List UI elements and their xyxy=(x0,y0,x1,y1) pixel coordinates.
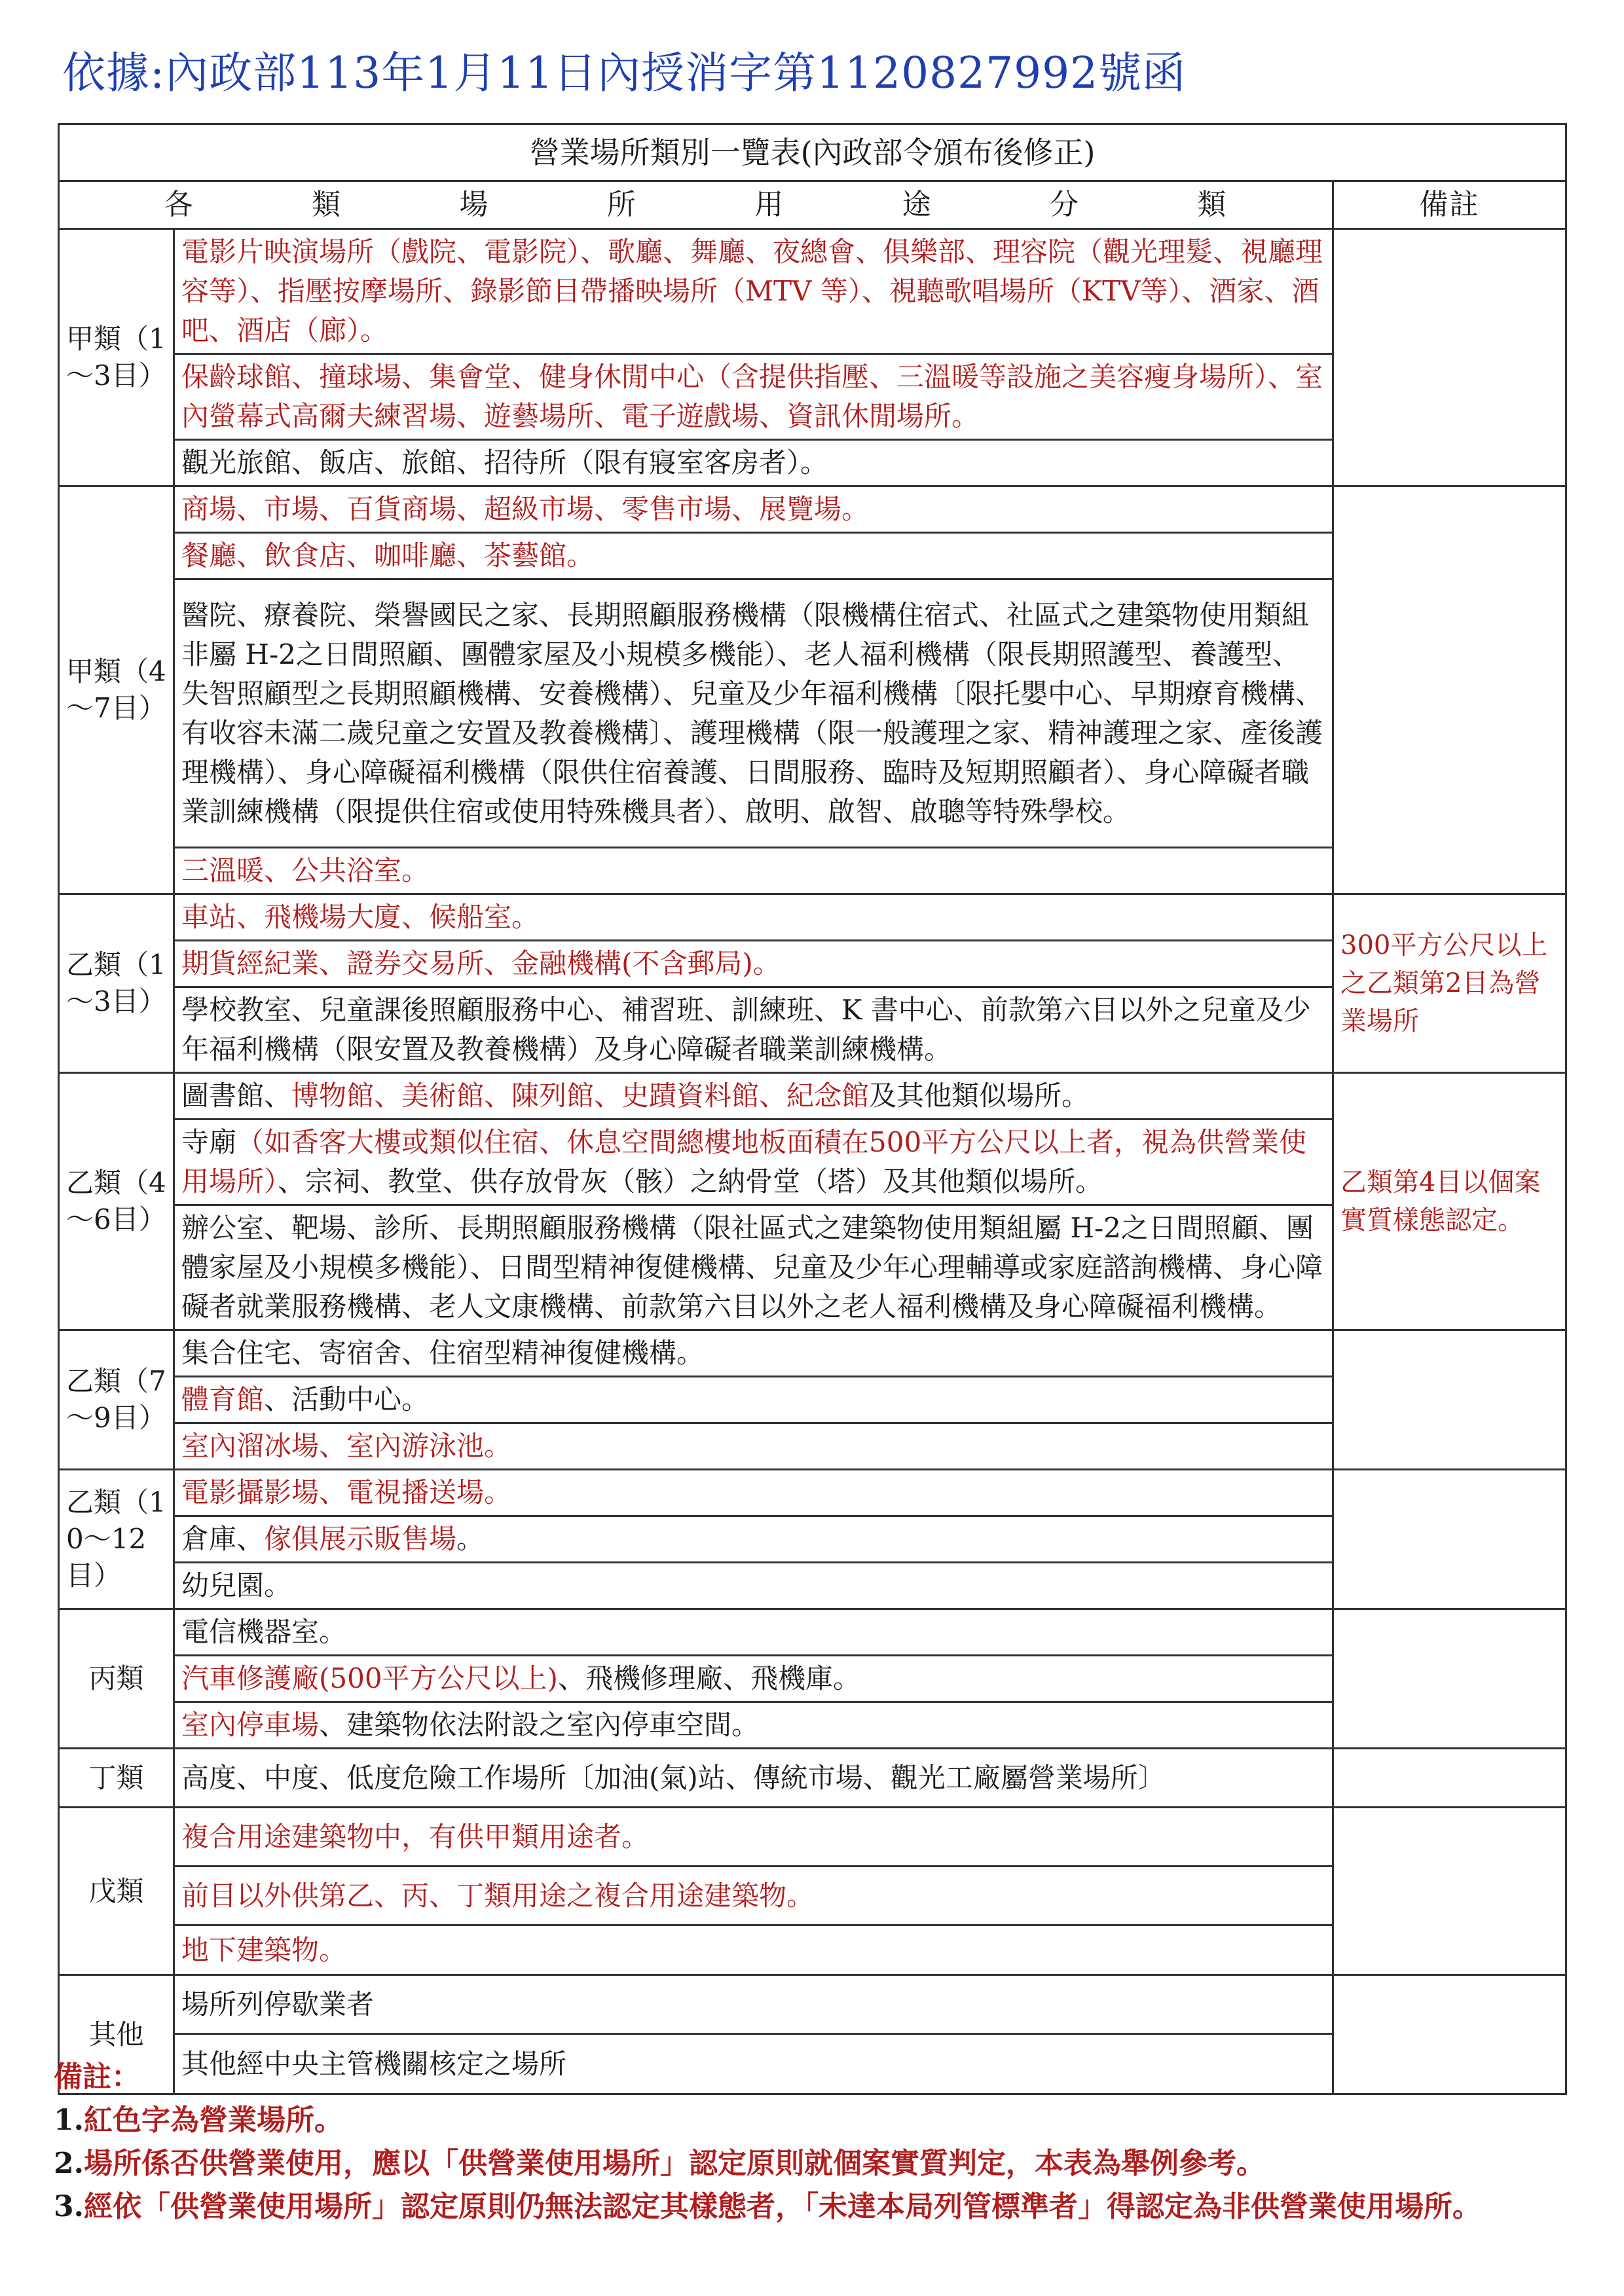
venue-item-part: 。 xyxy=(456,1523,485,1555)
venue-item: 複合用途建築物中，有供甲類用途者。 xyxy=(174,1808,1333,1867)
venue-item: 學校教室、兒童課後照顧服務中心、補習班、訓練班、K 書中心、前款第六目以外之兒童及少年福利機構（限安置及教養機構）及身心障礙者職業訓練機構。 xyxy=(174,987,1333,1073)
table-row xyxy=(59,1470,1566,1516)
venue-item: 保齡球館、撞球場、集會堂、健身休閒中心（含提供指壓、三溫暖等設施之美容瘦身場所）、室內螢幕式高爾夫練習場、遊藝場所、電子遊戲場、資訊休閒場所。 xyxy=(174,354,1333,440)
category-label: 乙類（4～6目） xyxy=(59,1073,174,1330)
footer-note-number: 1. xyxy=(54,2104,84,2137)
note-text: 300平方公尺以上之乙類第2目為營業場所 xyxy=(1340,930,1548,1036)
venue-item-business-part: 博物館、美術館、陳列館、史蹟資料館、紀念館 xyxy=(291,1080,870,1112)
category-label: 甲類（4～7目） xyxy=(59,486,174,894)
footer-note-text: 經依「供營業使用場所」認定原則仍無法認定其樣態者，「未達本局列管標準者」得認定為非供營業使用場所。 xyxy=(84,2190,1481,2223)
venue-item-part: 寺廟 xyxy=(181,1126,237,1158)
table-row xyxy=(59,1975,1566,2034)
venue-item: 三溫暖、公共浴室。 xyxy=(174,848,1333,894)
venue-item: 場所列停歇業者 xyxy=(174,1975,1333,2034)
category-note xyxy=(1333,486,1566,894)
category-note xyxy=(1333,229,1566,486)
footer-note-number: 2. xyxy=(54,2147,84,2180)
usage-header-char: 各 xyxy=(164,188,194,221)
table-row xyxy=(59,229,1566,354)
footer-note xyxy=(54,2185,1586,2229)
category-label: 甲類（1～3目） xyxy=(59,229,174,486)
usage-column-header xyxy=(59,181,1333,229)
footer-note-text: 場所係否供營業使用，應以「供營業使用場所」認定原則就個案實質判定，本表為舉例參考。 xyxy=(84,2147,1265,2180)
table-row xyxy=(59,1808,1566,1867)
footer-note xyxy=(54,2099,1586,2142)
usage-header-char: 場 xyxy=(459,188,490,221)
table-row xyxy=(59,894,1566,941)
legal-basis-header: 依據:內政部113年1月11日內授消字第1120827992號函 xyxy=(62,48,1187,98)
venue-item: 地下建築物。 xyxy=(174,1925,1333,1975)
venue-item: 前目以外供第乙、丙、丁類用途之複合用途建築物。 xyxy=(174,1867,1333,1925)
venue-item xyxy=(174,1073,1333,1120)
footer-note-number: 3. xyxy=(54,2190,84,2223)
table-row xyxy=(59,486,1566,533)
category-note xyxy=(1333,1470,1566,1609)
venue-item: 辦公室、靶場、診所、長期照顧服務機構（限社區式之建築物使用類組屬 H-2之日間照顧、團體家屋及小規模多機能）、日間型精神復健機構、兒童及少年心理輔導或家庭諮詢機構、身心障礙者就業服務機構、老人文康機構、前款第六目以外之老人福利機構及身心障礙福利機構。 xyxy=(174,1205,1333,1330)
footer-heading: 備註： xyxy=(54,2060,140,2094)
venue-item xyxy=(174,1656,1333,1702)
category-label: 乙類（1～3目） xyxy=(59,894,174,1073)
venue-item xyxy=(174,1516,1333,1563)
category-note xyxy=(1333,1749,1566,1808)
venue-item: 電影攝影場、電視播送場。 xyxy=(174,1470,1333,1516)
venue-item xyxy=(174,1120,1333,1205)
venue-item-part: 、活動中心。 xyxy=(264,1383,430,1415)
category-note: 乙類第4目以個案實質樣態認定。 xyxy=(1333,1073,1566,1330)
category-label: 丁類 xyxy=(59,1749,174,1808)
venue-item: 電影片映演場所（戲院、電影院）、歌廳、舞廳、夜總會、俱樂部、理容院（觀光理髮、視廳理容等）、指壓按摩場所、錄影節目帶播映場所（MTV 等）、視聽歌唱場所（KTV等）、酒家、酒吧、酒店（廊）。 xyxy=(174,229,1333,354)
table-row xyxy=(59,1073,1566,1120)
category-label: 戊類 xyxy=(59,1808,174,1975)
venue-item-part: 、宗祠、教堂、供存放骨灰（骸）之納骨堂（塔）及其他類似場所。 xyxy=(278,1165,1103,1197)
venue-item-business-part: 傢俱展示販售場 xyxy=(264,1523,457,1555)
category-label: 其他 xyxy=(59,1975,174,2094)
usage-header-char: 用 xyxy=(754,188,785,221)
category-note xyxy=(1333,1330,1566,1470)
venue-item-business-part: 室內停車場 xyxy=(181,1709,320,1741)
venue-item-part: 及其他類似場所。 xyxy=(869,1080,1090,1112)
venue-item-part: 、建築物依法附設之室內停車空間。 xyxy=(319,1709,760,1741)
category-label: 丙類 xyxy=(59,1609,174,1749)
note-column-header: 備註 xyxy=(1333,181,1566,229)
venue-item: 車站、飛機場大廈、候船室。 xyxy=(174,894,1333,941)
category-note xyxy=(1333,1808,1566,1975)
category-note xyxy=(1333,894,1566,1073)
business-venue-category-table xyxy=(58,123,1567,2095)
footer-note-text: 紅色字為營業場所。 xyxy=(84,2104,343,2137)
usage-header-char: 分 xyxy=(1049,188,1080,221)
venue-item-business-part: 汽車修護廠(500平方公尺以上) xyxy=(181,1662,558,1694)
venue-item-part: 、飛機修理廠、飛機庫。 xyxy=(557,1662,860,1694)
venue-item: 商場、市場、百貨商場、超級市場、零售市場、展覽場。 xyxy=(174,486,1333,533)
venue-item: 幼兒園。 xyxy=(174,1563,1333,1609)
venue-item: 觀光旅館、飯店、旅館、招待所（限有寢室客房者）。 xyxy=(174,440,1333,486)
usage-header-char: 類 xyxy=(312,188,342,221)
category-label: 乙類（10～12目） xyxy=(59,1470,174,1609)
table-row xyxy=(59,1749,1566,1808)
venue-item: 電信機器室。 xyxy=(174,1609,1333,1656)
usage-header-char: 途 xyxy=(902,188,932,221)
venue-item xyxy=(174,1702,1333,1749)
venue-item-part: 倉庫、 xyxy=(181,1523,265,1555)
venue-item-business-part: 體育館 xyxy=(181,1383,265,1415)
table-row xyxy=(59,1330,1566,1377)
venue-item: 醫院、療養院、榮譽國民之家、長期照顧服務機構（限機構住宿式、社區式之建築物使用類組非屬 H-2之日間照顧、團體家屋及小規模多機能）、老人福利機構（限長期照護型、養護型、失智照顧型之長期照顧機構、安養機構）、兒童及少年福利機構〔限托嬰中心、早期療育機構、有收容未滿二歲兒童之安置及教養機構〕、護理機構（限一般護理之家、精神護理之家、產後護理機構）、身心障礙福利機構（限供住宿養護、日間服務、臨時及短期照顧者）、身心障礙者職業訓練機構（限提供住宿或使用特殊機具者）、啟明、啟智、啟聰等特殊學校。 xyxy=(174,579,1333,848)
usage-header-char: 類 xyxy=(1197,188,1228,221)
usage-header-char: 所 xyxy=(606,188,637,221)
footer-notes xyxy=(54,2056,1586,2229)
venue-item: 集合住宅、寄宿舍、住宿型精神復健機構。 xyxy=(174,1330,1333,1377)
venue-item-business-part: （如香客大樓或類似住宿、休息空間總樓地板面積在500平方公尺以上者，視為供營業使用場所） xyxy=(181,1126,1307,1197)
venue-item: 餐廳、飲食店、咖啡廳、茶藝館。 xyxy=(174,533,1333,579)
table-title: 營業場所類別一覽表(內政部令頒布後修正) xyxy=(59,124,1566,181)
venue-item: 期貨經紀業、證券交易所、金融機構(不含郵局)。 xyxy=(174,941,1333,987)
venue-item xyxy=(174,1377,1333,1423)
footer-note xyxy=(54,2142,1586,2185)
category-note xyxy=(1333,1609,1566,1749)
category-label: 乙類（7～9目） xyxy=(59,1330,174,1470)
venue-item: 室內溜冰場、室內游泳池。 xyxy=(174,1423,1333,1470)
venue-item: 其他經中央主管機關核定之場所 xyxy=(174,2034,1333,2094)
table-row xyxy=(59,1609,1566,1656)
venue-item: 高度、中度、低度危險工作場所〔加油(氣)站、傳統市場、觀光工廠屬營業場所〕 xyxy=(174,1749,1333,1808)
venue-item-part: 圖書館、 xyxy=(181,1080,292,1112)
